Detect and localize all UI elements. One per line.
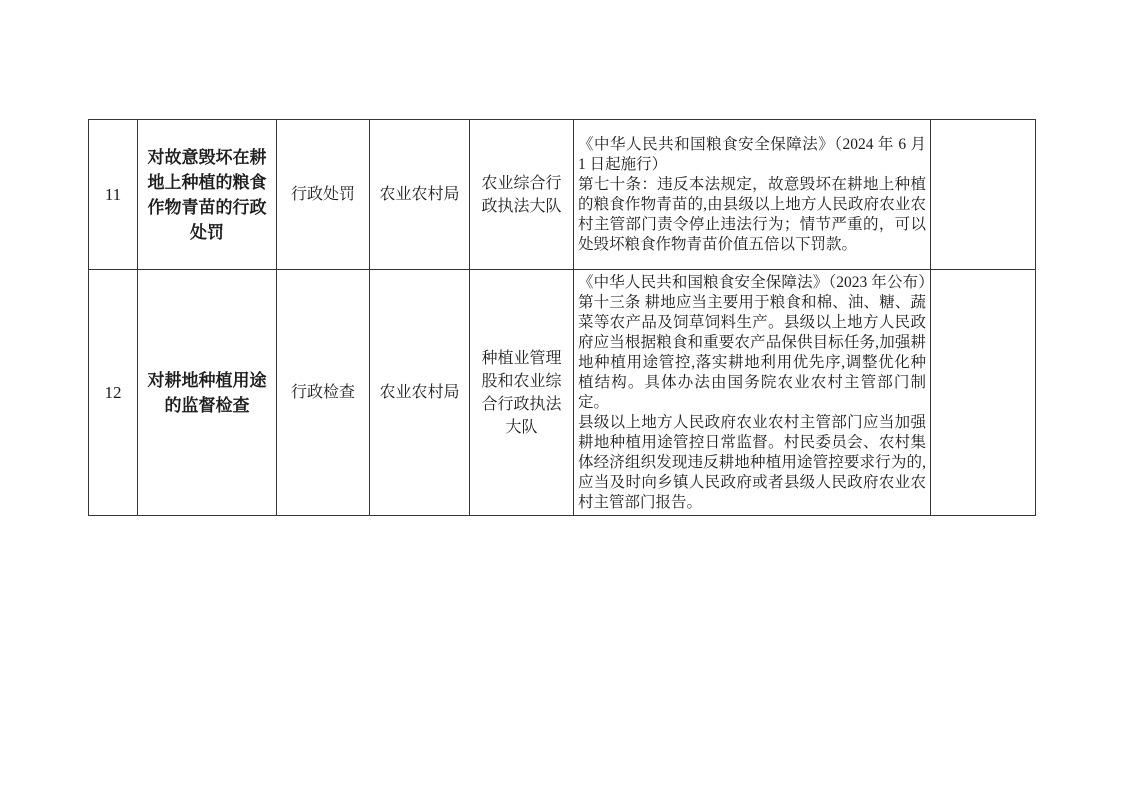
cell-remark <box>931 120 1036 270</box>
cell-implementing-body: 种植业管理股和农业综合行政执法大队 <box>470 270 574 516</box>
cell-item-name: 对故意毁坏在耕地上种植的粮食作物青苗的行政处罚 <box>138 120 277 270</box>
cell-item-name: 对耕地种植用途的监督检查 <box>138 270 277 516</box>
cell-power-type: 行政检查 <box>277 270 370 516</box>
cell-department: 农业农村局 <box>370 120 470 270</box>
table-row <box>89 120 1036 270</box>
legal-basis-paragraph: 《中华人民共和国粮食安全保障法》（2024 年 6 月 1 日起施行） <box>578 135 926 173</box>
cell-sequence-number: 11 <box>89 120 138 270</box>
cell-implementing-body: 农业综合行政执法大队 <box>470 120 574 270</box>
cell-department: 农业农村局 <box>370 270 470 516</box>
legal-basis-paragraph: 《中华人民共和国粮食安全保障法》（2023 年公布）第十三条 耕地应当主要用于粮食和棉、油、糖、蔬菜等农产品及饲草饲料生产。县级以上地方人民政府应当根据粮食和重要农产品保供目标任务,加强耕地种植用途管控,落实耕地利用优先序,调整优化种植结构。具体办法由国务院农业农村主管部门制定。 <box>578 273 926 411</box>
administrative-power-table <box>88 119 1036 516</box>
cell-remark <box>931 270 1036 516</box>
cell-legal-basis <box>574 120 931 270</box>
cell-power-type: 行政处罚 <box>277 120 370 270</box>
cell-legal-basis <box>574 270 931 516</box>
document-page <box>88 119 1036 516</box>
legal-basis-paragraph: 第七十条：违反本法规定，故意毁坏在耕地上种植的粮食作物青苗的,由县级以上地方人民政府农业农村主管部门责令停止违法行为；情节严重的，可以处毁坏粮食作物青苗价值五倍以下罚款。 <box>578 175 926 253</box>
cell-sequence-number: 12 <box>89 270 138 516</box>
table-row <box>89 270 1036 516</box>
legal-basis-paragraph: 县级以上地方人民政府农业农村主管部门应当加强耕地种植用途管控日常监督。村民委员会、农村集体经济组织发现违反耕地种植用途管控要求行为的,应当及时向乡镇人民政府或者县级人民政府农业农村主管部门报告。 <box>578 413 926 511</box>
